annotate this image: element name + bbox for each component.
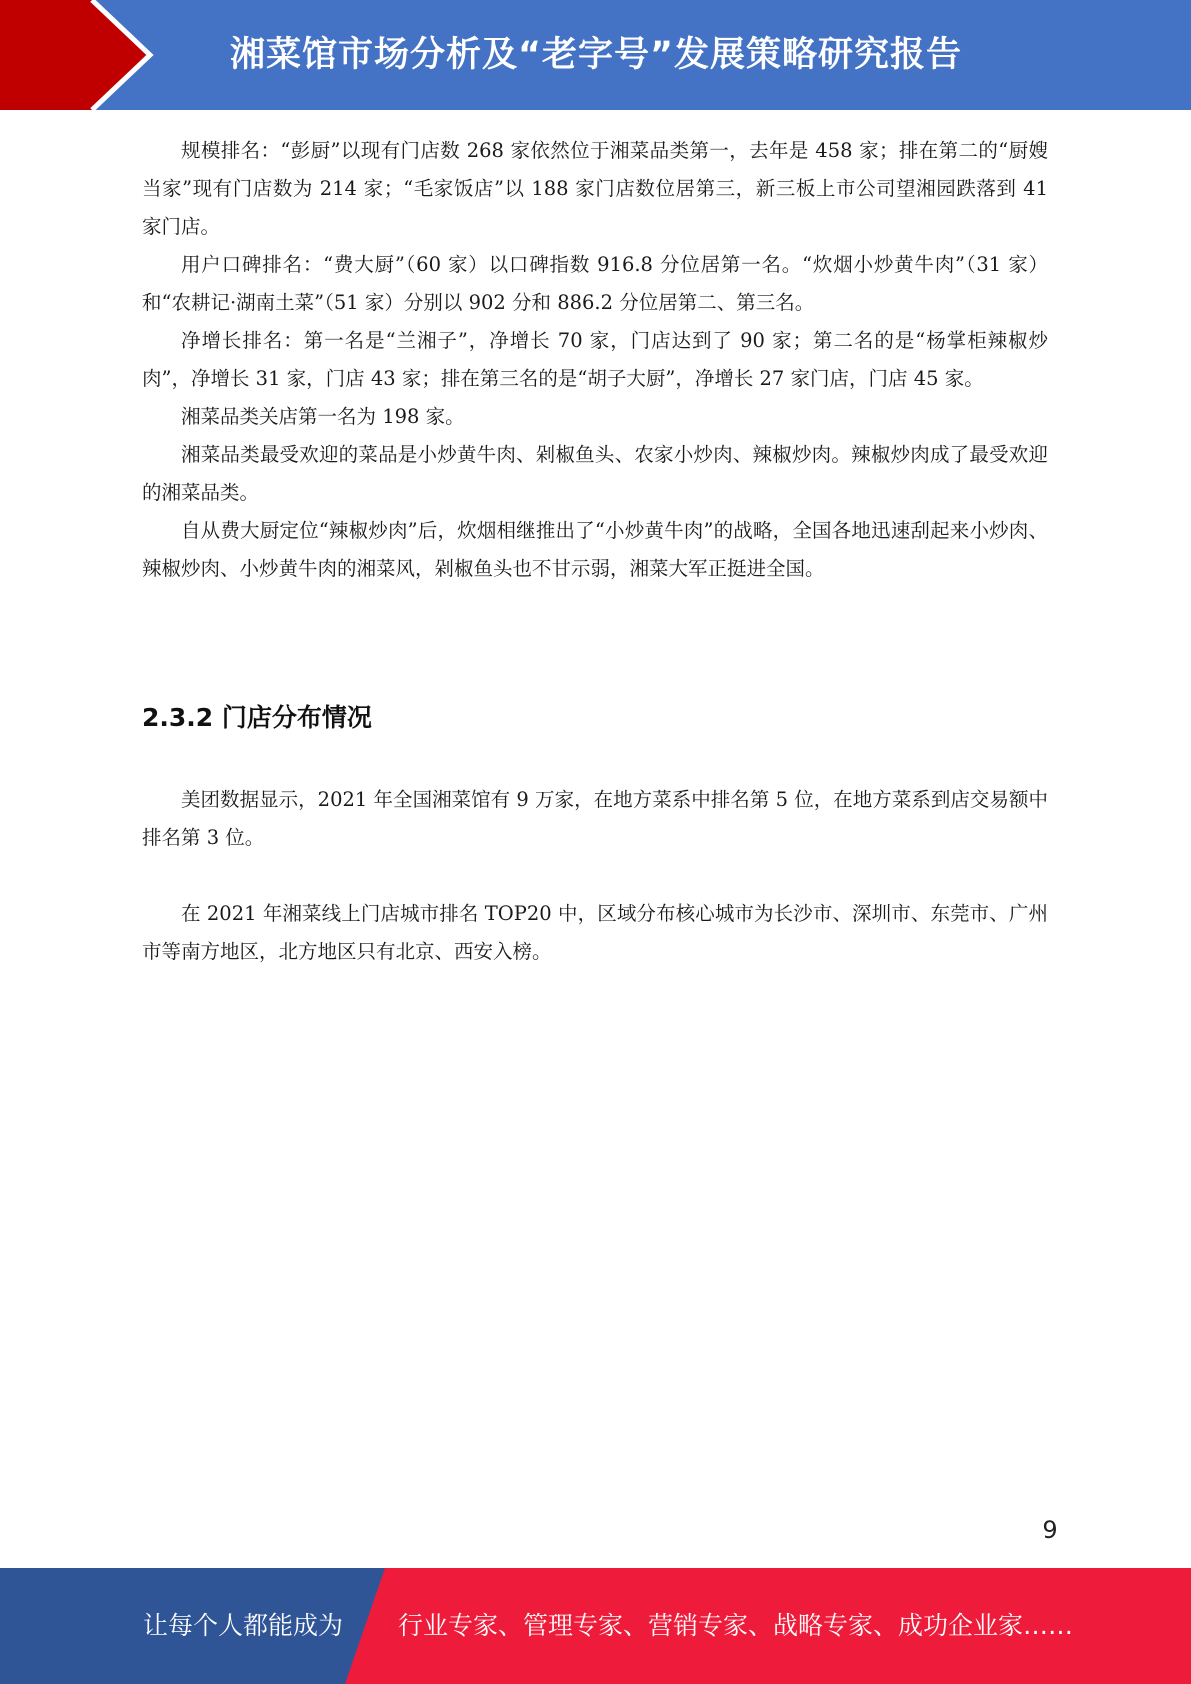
report-title: 湘菜馆市场分析及“老字号”发展策略研究报告	[230, 35, 963, 75]
footer-slogan-right: 行业专家、管理专家、营销专家、战略专家、成功企业家……	[398, 1611, 1074, 1640]
paragraph-popular-dishes: 湘菜品类最受欢迎的菜品是小炒黄牛肉、剁椒鱼头、农家小炒肉、辣椒炒肉。辣椒炒肉成了最受欢迎的湘菜品类。	[142, 443, 1048, 504]
paragraph-meituan-data: 美团数据显示，2021 年全国湘菜馆有 9 万家，在地方菜系中排名第 5 位，在地方菜系到店交易额中排名第 3 位。	[142, 788, 1048, 849]
section-rankings	[142, 132, 1048, 588]
header-red-chevron	[0, 0, 150, 110]
paragraph-closures: 湘菜品类关店第一名为 198 家。	[181, 405, 465, 428]
page-number: 9	[1042, 1516, 1058, 1544]
header-banner	[0, 0, 1191, 110]
section-heading: 2.3.2 门店分布情况	[142, 703, 372, 732]
paragraph-reputation-ranking: 用户口碑排名：“费大厨”（60 家）以口碑指数 916.8 分位居第一名。“炊烟小炒黄牛肉”（31 家）和“农耕记·湖南土菜”（51 家）分别以 902 分和 886.2 分位居第二、第三名。	[142, 253, 1048, 314]
footer-banner	[0, 1568, 1191, 1684]
paragraph-city-ranking: 在 2021 年湘菜线上门店城市排名 TOP20 中，区域分布核心城市为长沙市、深圳市、东莞市、广州市等南方地区，北方地区只有北京、西安入榜。	[142, 902, 1048, 963]
paragraph-trend: 自从费大厨定位“辣椒炒肉”后，炊烟相继推出了“小炒黄牛肉”的战略，全国各地迅速刮起来小炒肉、辣椒炒肉、小炒黄牛肉的湘菜风，剁椒鱼头也不甘示弱，湘菜大军正挺进全国。	[142, 519, 1048, 580]
paragraph-scale-ranking: 规模排名：“彭厨”以现有门店数 268 家依然位于湘菜品类第一，去年是 458 家；排在第二的“厨嫂当家”现有门店数为 214 家；“毛家饭店”以 188 家门店数位居第三，新三板上市公司望湘园跌落到 41 家门店。	[142, 139, 1048, 238]
footer-slogan-left: 让每个人都能成为	[143, 1611, 344, 1640]
paragraph-net-growth-ranking: 净增长排名：第一名是“兰湘子”，净增长 70 家，门店达到了 90 家；第二名的是“杨掌柜辣椒炒肉”，净增长 31 家，门店 43 家；排在第三名的是“胡子大厨”，净增长 27 家门店，门店 45 家。	[142, 329, 1048, 390]
